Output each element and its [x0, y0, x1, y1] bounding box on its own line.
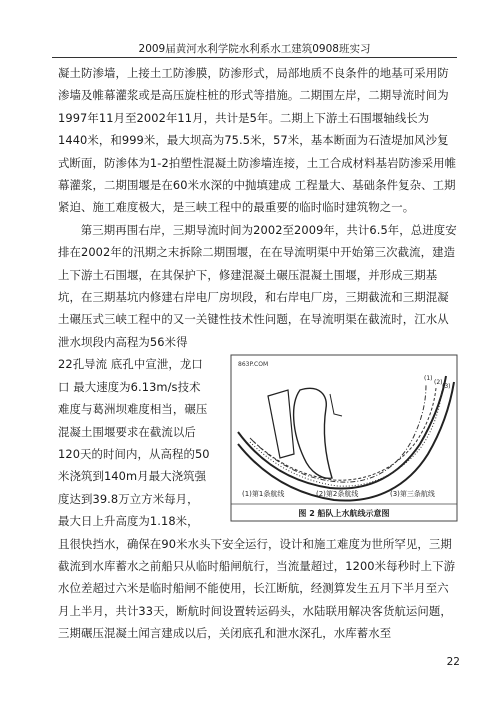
wrapped-text-column — [58, 353, 216, 532]
wrapped-line: 度达到39.8万立方米每月， — [58, 491, 199, 506]
header-rule — [52, 57, 457, 58]
wrapped-line: 口 最大速度为6.13m/s技术 — [58, 379, 201, 394]
curve-label-1: (1) — [424, 375, 433, 382]
paragraph-1: 凝土防渗墙，上接土工防渗膜，防渗形式，局部地质不良条件的地基可采用防渗墙及帷幕灌浆或是高压旋柱桩的形式等措施。二期围左岸，二期导流时间为1997年11月至2002年11月，共计是5年。二期上下游土石围堰轴线长为1440米，和999米，最大坝高为75.5米，57米，基本断面为石渣堤加风沙复式断面，防渗体为1-2拍塑性混凝土防渗墙连接，土工合成材料基岩防渗采用帷幕灌浆，二期围堰是在60米水深的中抛填建成 工程量大、基础条件复杂、工期紧迫、施工难度极大，是三峡工程中的最重要的临时临时建筑物之一。 — [58, 66, 457, 215]
legend-item-3: (3)第三条航线 — [390, 490, 435, 498]
paragraph-2: 第三期再围右岸，三期导流时间为2002至2009年，共计6.5年，总进度安排在2002年的汛期之末拆除二期围堰，在在导流明渠中开始第三次截流，建造上下游土石围堰，在其保护下，修建混凝土碾压混凝土围堰，并形成三期基坑，在三期基坑内修建右岸电厂房坝段，和右岸电厂房，三期截流和三期混凝土碾压式三峡工程中的又一关键性技术性问题，在导流明渠在截流时，江水从泄水坝段内高程为56米得 — [58, 222, 457, 349]
legend-item-2: (2)第2条航线 — [316, 490, 359, 498]
page-number: 22 — [446, 656, 460, 668]
page-header: 2009届黄河水利学院水利系水工建筑0908班实习 — [138, 43, 371, 55]
figure-watermark: 863P.COM — [238, 361, 269, 368]
navigation-route-diagram — [230, 354, 458, 522]
legend-item-1: (1)第1条航线 — [242, 490, 285, 498]
figure — [230, 354, 458, 522]
paragraph-3: 且很快挡水，确保在90米水头下安全运行，设计和施工难度为世所罕见，三期截流到水库蓄水之前船只从临时船闸航行，当流量超过，1200米每秒时上下游水位差超过六米是临时船闸不能使用，长江断航，经测算发生五月下半月至六月上半月，共计33天，断航时间设置转运码头，水陆联用解决客货航运问题，三期碾压混凝土闻言建成以后，关闭底孔和泄水深孔，水库蓄水至 — [58, 536, 456, 641]
wrapped-line: 22孔导流 底孔中宣泄，龙口 — [58, 357, 203, 372]
figure-caption: 图 2 船队上水航线示意图 — [298, 509, 390, 518]
wrapped-line: 难度与葛洲坝难度相当，碾压 — [58, 402, 208, 417]
wrapped-line: 最大日上升高度为1.18米， — [58, 514, 199, 529]
curve-label-2: (2) — [434, 379, 443, 386]
wrapped-line: 米浇筑到140m月最大浇筑强 — [58, 469, 207, 484]
wrapped-line: 120天的时间内，从高程的50 — [58, 446, 210, 461]
curve-label-3: (3) — [442, 383, 451, 390]
wrapped-line: 混凝土围堰要求在截流以后 — [58, 424, 196, 439]
